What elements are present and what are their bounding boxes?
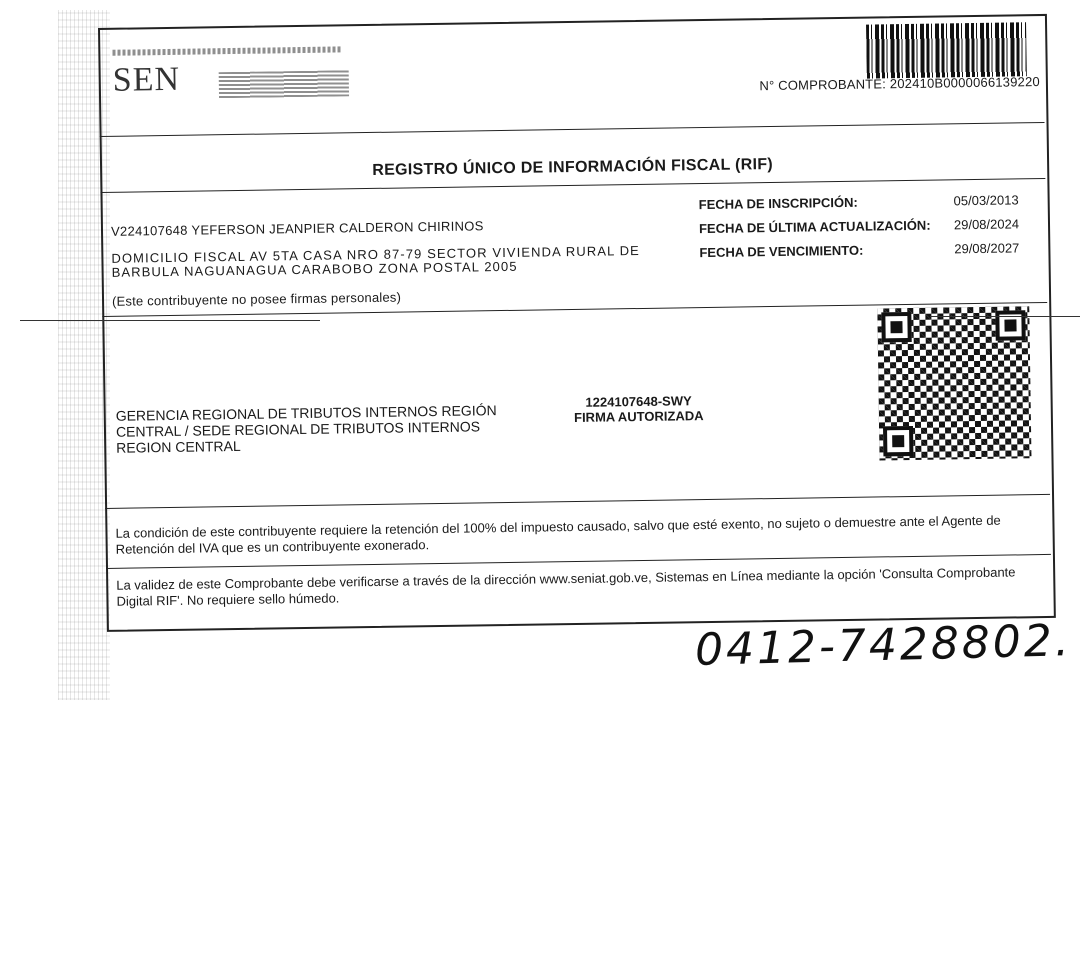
comprobante-value: 202410B0000066139220 [889, 74, 1041, 92]
date-label: FECHA DE ÚLTIMA ACTUALIZACIÓN: [698, 217, 931, 237]
qr-finder-pattern [995, 310, 1025, 340]
date-row-vencimiento [699, 240, 1019, 269]
date-value: 29/08/2027 [954, 240, 1020, 257]
seniat-logo: SEN [112, 60, 181, 99]
dates-block [699, 192, 1020, 269]
scan-artifact-line [930, 316, 1080, 317]
document-title: REGISTRO ÚNICO DE INFORMACIÓN FISCAL (RIF) [372, 156, 774, 179]
barcode [866, 22, 1027, 78]
date-value: 29/08/2024 [953, 216, 1020, 233]
domicilio-fiscal: DOMICILIO FISCAL AV 5TA CASA NRO 87-79 SECTOR VIVIENDA RURAL DE BARBULA NAGUANAGUA CARABOBO ZONA POSTAL 2005 [111, 242, 641, 280]
qr-code [877, 306, 1031, 460]
firma-code: 1224107648-SWY [585, 393, 692, 410]
comprobante-label: N° COMPROBANTE: [759, 76, 887, 94]
retencion-note: La condición de este contribuyente requiere la retención del 100% del impuesto causado, salvo que esté exento, no sujeto o demuestre ante el Agente de Retención del IVA que es un contribuyente exonerado. [115, 512, 1001, 557]
date-label: FECHA DE VENCIMIENTO: [699, 242, 864, 261]
gerencia-regional: GERENCIA REGIONAL DE TRIBUTOS INTERNOS REGIÓN CENTRAL / SEDE REGIONAL DE TRIBUTOS INTERNOS REGION CENTRAL [115, 402, 497, 456]
qr-finder-pattern [881, 312, 911, 342]
date-value: 05/03/2013 [953, 192, 1019, 209]
date-label: FECHA DE INSCRIPCIÓN: [698, 194, 858, 213]
rif-certificate [98, 14, 1062, 643]
scan-artifact-line [20, 320, 320, 321]
validez-note: La validez de este Comprobante debe verificarse a través de la dirección www.seniat.gob.ve, Sistemas en Línea mediante la opción 'Consulta Comprobante Digital RIF'. No requiere sello húmedo. [116, 564, 1016, 609]
qr-finder-pattern [883, 426, 913, 456]
firma-label: FIRMA AUTORIZADA [573, 408, 704, 425]
firma-autorizada [558, 393, 718, 425]
handwritten-phone: 0412-7428802. [694, 615, 1073, 676]
firma-note: (Este contribuyente no posee firmas personales) [111, 289, 402, 309]
taxpayer-rif-name: V224107648 YEFERSON JEANPIER CALDERON CHIRINOS [110, 218, 484, 239]
logo-subtitle-graphic [219, 70, 349, 98]
